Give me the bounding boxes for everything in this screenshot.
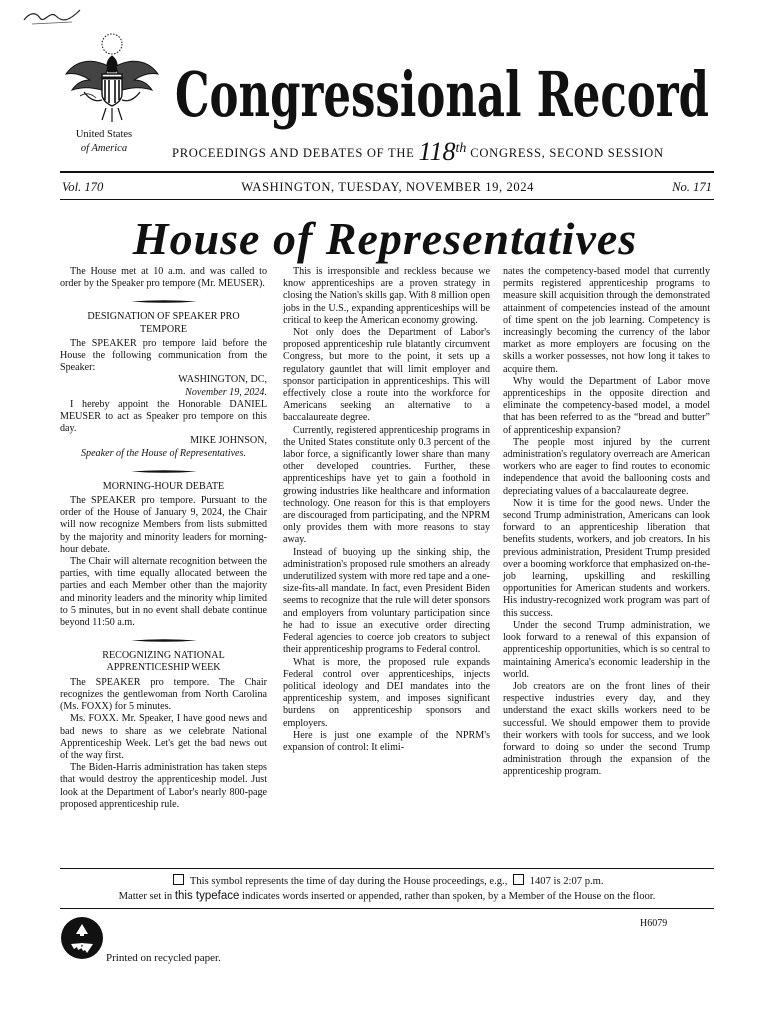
symbol-note-a: This symbol represents the time of day during the House proceedings, e.g., (189, 876, 508, 887)
paragraph: Not only does the Department of Labor's proposed apprenticeship rule blatantly circumvent Congress, but more to the point, it sets up a regulatory gauntlet that will limit employer and sponsor participation in apprenticeships. This will effectively close a route into the workforce for Americans seeking an alternative to a baccalaureate degree. (283, 327, 490, 424)
symbol-note-b: 1407 is 2:07 p.m. (529, 876, 604, 887)
divider (60, 171, 714, 173)
divider (60, 868, 714, 869)
congress-number: 118 (418, 137, 456, 166)
paragraph: The House met at 10 a.m. and was called to order by the Speaker pro tempore (Mr. MEUSER). (60, 266, 267, 290)
typeface-note (60, 890, 714, 902)
typeface-sample: this typeface (174, 890, 240, 902)
section-heading: RECOGNIZING NATIONAL APPRENTICESHIP WEEK (102, 650, 225, 674)
paragraph: What is more, the proposed rule expands Federal control over apprenticeships, injects political ideology and DEI mandates into the apprenticeship system, and imposes significant burdens on apprenticeship sponsors and employers. (283, 656, 490, 729)
section-ornament (131, 470, 197, 473)
proceedings-line (172, 137, 724, 167)
time-symbol-icon (513, 874, 524, 885)
seal-line-1: United States (75, 129, 133, 140)
paragraph: The SPEAKER pro tempore laid before the House the following communication from the Speaker: (60, 337, 267, 374)
paragraph: Now it is time for the good news. Under the second Trump administration, Americans can look forward to an apprenticeship liberation that benefits students, workers, and job creators. In his previous administration, President Trump presided over a booming workforce that emphasized on-the-job learning, upskilling and reskilling opportunities for American students and workers. His industry-recognized work program was part of this success. (503, 497, 710, 619)
divider (60, 199, 714, 200)
column-1 (60, 266, 267, 811)
section-title: House of Representatives (132, 213, 638, 264)
recycled-paper-note: Printed on recycled paper. (106, 952, 221, 964)
paragraph: The SPEAKER pro tempore. Pursuant to the order of the House of January 9, 2024, the Chair will now recognize Members from lists submitted by the majority and minority leaders for morning-hour debate. (60, 495, 267, 555)
typeface-note-a: Matter set in (118, 891, 173, 902)
signature-name: MIKE JOHNSON, (190, 435, 267, 447)
proceedings-left: PROCEEDINGS AND DEBATES OF THE (172, 146, 415, 160)
proceedings-right: CONGRESS, SECOND SESSION (470, 146, 664, 160)
paragraph: This is irresponsible and reckless because we know apprenticeships are a proven strategy in closing the Nation's skills gap. With 8 million open jobs in the U.S., expanding apprenticeships will be critical to keep the American economy growing. (283, 266, 490, 326)
issue-number: No. 171 (672, 180, 712, 194)
divider (60, 908, 714, 909)
paragraph: Why would the Department of Labor move apprenticeships in the opposite direction and eliminate the competency-based model, a model that has been referred to as the “bread and butter” of apprenticeship expansion? (503, 375, 710, 436)
paragraph: Under the second Trump administration, we look forward to a renewal of this expansion of apprenticeship opportunities, which is so central to maintaining America's economic leadership in the world. (503, 619, 710, 680)
volume: Vol. 170 (62, 180, 104, 194)
recycle-icon (60, 916, 104, 960)
letter-date: November 19, 2024. (185, 386, 267, 398)
paragraph: The SPEAKER pro tempore. The Chair recognizes the gentlewoman from North Carolina (Ms. FOXX) for 5 minutes. (60, 676, 267, 713)
paragraph: I hereby appoint the Honorable DANIEL MEUSER to act as Speaker pro tempore on this day. (60, 398, 267, 435)
section-heading: DESIGNATION OF SPEAKER PRO TEMPORE (87, 311, 240, 335)
masthead-title-text: Congressional Record (175, 58, 709, 131)
typeface-note-b: indicates words inserted or appended, rather than spoken, by a Member of the House on the floor. (242, 891, 656, 902)
paragraph: Job creators are on the front lines of their respective industries every day, and they understand the exact skills workers need to be successful. We should empower them to provide their workers with tools for success, and we look forward to doing so under the second Trump administration through the expansion of the apprenticeship program. (503, 680, 710, 778)
congress-suffix: th (455, 140, 467, 156)
section-heading: MORNING-HOUR DEBATE (102, 480, 225, 492)
letter-place: WASHINGTON, DC, (178, 374, 267, 386)
paragraph: The Biden-Harris administration has taken steps that would destroy the apprenticeship model. Just look at the Department of Labor's nearly 800-page proposed apprenticeship rule. (60, 762, 267, 810)
seal-line-2: of America (80, 143, 128, 154)
dateline: WASHINGTON, TUESDAY, NOVEMBER 19, 2024 (241, 180, 535, 194)
paragraph: Ms. FOXX. Mr. Speaker, I have good news and bad news to share as we celebrate National Apprenticeship Week. Let's get the bad news out of the way first. (60, 713, 267, 761)
section-ornament (131, 639, 197, 642)
paragraph: The Chair will alternate recognition between the parties, with time equally allocated between the parties and each Member other than the majority and minority leaders and the minority whip limited to 5 minutes, but in no event shall debate continue beyond 11:50 a.m. (60, 556, 267, 629)
paragraph: Instead of buoying up the sinking ship, the administration's proposed rule smothers an already underutilized system with more red tape and a one-size-fits-all mandate. In fact, even President Biden seems to recognize that the rule will deter sponsors and employers from voluntary participation since he had to issue an executive order directing Federal agencies to coerce job creators to subject their apprenticeship programs to Federal control. (283, 546, 490, 656)
symbol-note (60, 874, 714, 887)
handwritten-mark (22, 6, 84, 28)
paragraph: Here is just one example of the NPRM's expansion of control: It elimi- (283, 729, 490, 753)
column-2 (283, 266, 490, 754)
masthead-title (172, 44, 712, 132)
seal-caption (56, 128, 152, 156)
paragraph: Currently, registered apprenticeship programs in the United States constitute only 0.3 percent of the labor force, a significantly lower share than many other developed countries. Further, these apprenticeships have yet to gain a foothold in growing industries like healthcare and information technology. One reason for this is that employers are discouraged from participating, and the NPRM only provides them with more reasons to stay away. (283, 424, 490, 546)
eagle-seal-icon (62, 30, 162, 130)
signature-title: Speaker of the House of Representatives. (80, 447, 246, 459)
paragraph: The people most injured by the current administration's regulatory overreach are American workers who are eager to find routes to economic independence that avoid the ballooning costs and depreciating values of a baccalaureate degree. (503, 436, 710, 497)
paragraph: nates the competency-based model that currently permits registered apprenticeship programs to measure skill acquisition through the demonstrated attainment of competencies instead of the amount of time spent on the job learning. Competency is increasingly becoming the currency of the labor market as more employers are focusing on the skills a worker possesses, not how long it takes to acquire them. (503, 266, 710, 375)
column-3 (503, 266, 710, 779)
section-ornament (131, 300, 197, 303)
page-number: H6079 (640, 918, 668, 929)
issue-line (62, 180, 712, 195)
time-symbol-icon (173, 874, 184, 885)
